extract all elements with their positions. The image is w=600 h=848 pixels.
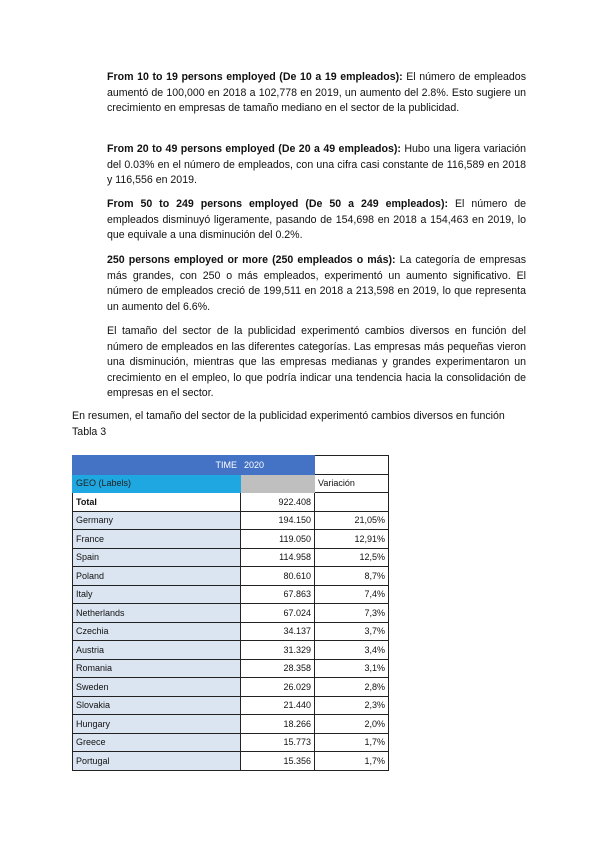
employee-count: 15.773 [241,733,315,752]
table-row [73,530,389,549]
paragraph-50-249 [107,197,526,244]
employee-count: 28.358 [241,659,315,678]
employee-count: 15.356 [241,752,315,771]
employee-count: 21.440 [241,696,315,715]
paragraph-heading: 250 persons employed or more (250 empleados o más): [107,254,396,266]
time-value: 2020 [241,456,315,475]
country-name: Portugal [73,752,241,771]
geo-header-row [73,474,389,493]
variation-pct: 1,7% [315,752,389,771]
country-name: France [73,530,241,549]
time-label: TIME [73,456,241,475]
table-row [73,567,389,586]
employee-count: 119.050 [241,530,315,549]
employee-count: 67.024 [241,604,315,623]
country-name: Germany [73,511,241,530]
employment-table [72,455,389,771]
table-row [73,511,389,530]
paragraph-heading: From 10 to 19 persons employed (De 10 a 19 empleados): [107,71,403,83]
country-name: Romania [73,659,241,678]
time-header-row [73,456,389,475]
table-row [73,715,389,734]
variation-pct: 12,5% [315,548,389,567]
variation-pct: 7,3% [315,604,389,623]
country-name: Greece [73,733,241,752]
table-row [73,733,389,752]
employee-count: 31.329 [241,641,315,660]
summary-text [72,409,542,440]
paragraph-heading: From 50 to 249 persons employed (De 50 a 249 empleados): [107,198,449,210]
country-name: Poland [73,567,241,586]
paragraph-body: Hubo una ligera variación del 0.03% en el número de empleados, con una cifra casi constante de 116,589 en 2018 y 116,556 en 2019. [107,143,526,187]
paragraph-body: El tamaño del sector de la publicidad experimentó cambios diversos en función del número de empleados en las diferentes categorías. Las empresas más pequeñas vieron una disminución, mientras que las empresas medianas y grandes experimentaron un crecimiento en el empleo, lo que podría indicar una tendencia hacia la consolidación de empresas en el sector. [107,325,526,400]
paragraph-body: La categoría de empresas más grandes, con 250 o más empleados, experimentó un aumento significativo. El número de empleados creció de 199,511 en 2018 a 213,598 en 2019, lo que representa un aumento del 6.6%. [107,254,526,313]
paragraph-10-19 [107,70,526,117]
employee-count: 80.610 [241,567,315,586]
variation-pct: 3,1% [315,659,389,678]
table-caption: Tabla 3 [72,425,107,438]
employee-count: 18.266 [241,715,315,734]
paragraph-body: El número de empleados aumentó de 100,000 en 2018 a 102,778 en 2019, un aumento del 2.8%. Esto sugiere un crecimiento en empresas de tamaño mediano en el sector de la publicidad. [107,71,526,115]
country-name: Hungary [73,715,241,734]
table-row [73,622,389,641]
table-row [73,641,389,660]
variation-pct: 2,3% [315,696,389,715]
empty-gray-cell [241,474,315,493]
employee-count: 34.137 [241,622,315,641]
variation-pct: 3,4% [315,641,389,660]
paragraph-250-plus [107,253,526,315]
country-name: Spain [73,548,241,567]
variation-pct: 2,0% [315,715,389,734]
paragraph-20-49 [107,142,526,189]
employee-count: 67.863 [241,585,315,604]
total-value: 922.408 [241,493,315,512]
total-label: Total [73,493,241,512]
paragraph-conclusion [107,324,526,402]
variation-pct: 2,8% [315,678,389,697]
total-row [73,493,389,512]
table-row [73,548,389,567]
country-name: Austria [73,641,241,660]
employee-count: 194.150 [241,511,315,530]
variation-pct: 7,4% [315,585,389,604]
variation-pct: 8,7% [315,567,389,586]
employee-count: 26.029 [241,678,315,697]
employee-count: 114.958 [241,548,315,567]
table-row [73,604,389,623]
table-row [73,585,389,604]
total-pct [315,493,389,512]
country-name: Italy [73,585,241,604]
country-name: Netherlands [73,604,241,623]
geo-label: GEO (Labels) [73,474,241,493]
table-row [73,752,389,771]
paragraph-heading: From 20 to 49 persons employed (De 20 a 49 empleados): [107,143,401,155]
variation-pct: 3,7% [315,622,389,641]
table-row [73,659,389,678]
table-row [73,678,389,697]
paragraph-body: El número de empleados disminuyó ligeramente, pasando de 154,698 en 2018 a 154,463 en 2019, lo que equivale a una disminución del 0.2%. [107,198,527,242]
variation-pct: 12,91% [315,530,389,549]
empty-cell [315,456,389,475]
country-name: Czechia [73,622,241,641]
country-name: Sweden [73,678,241,697]
table-row [73,696,389,715]
variation-pct: 1,7% [315,733,389,752]
variation-pct: 21,05% [315,511,389,530]
variation-header: Variación [315,474,389,493]
country-name: Slovakia [73,696,241,715]
summary-line: En resumen, el tamaño del sector de la publicidad experimentó cambios diversos en función [72,410,505,422]
